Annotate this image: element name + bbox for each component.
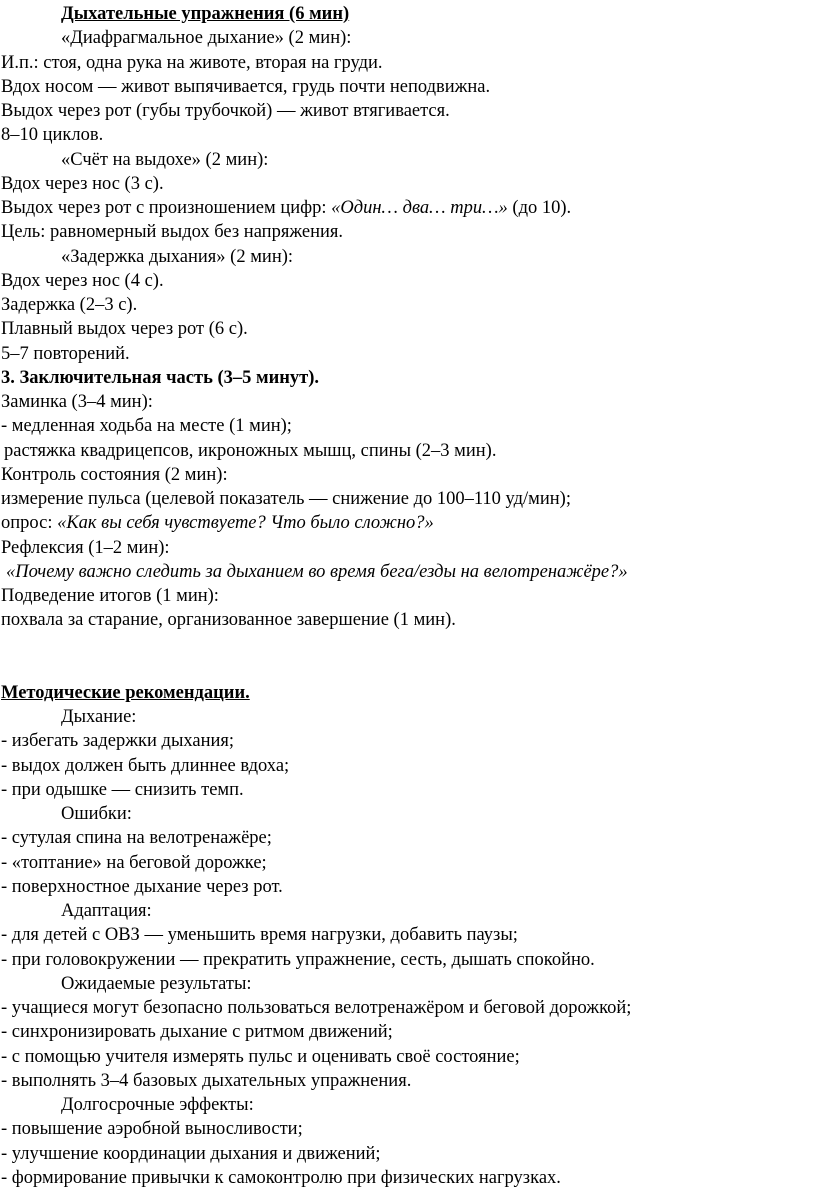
diaphragm-exercise-title: «Диафрагмальное дыхание» (2 мин): — [61, 28, 352, 49]
hold-line: Плавный выдох через рот (6 с). — [1, 319, 248, 340]
count-line: Вдох через нос (3 с). — [1, 173, 164, 194]
reflection-question: «Почему важно следить за дыханием во время бега/езды на велотренажёре?» — [6, 561, 628, 582]
rec-errors-item: - поверхностное дыхание через рот. — [1, 876, 283, 897]
rec-adaptation-title: Адаптация: — [61, 901, 152, 921]
rec-results-item: - с помощью учителя измерять пульс и оценивать своё состояние; — [1, 1046, 520, 1067]
spacer — [0, 633, 816, 657]
hold-exercise-title: «Задержка дыхания» (2 мин): — [61, 246, 294, 267]
final-part-heading: 3. Заключительная часть (3–5 минут). — [1, 367, 320, 388]
rec-breathing-item: - при одышке — снизить темп. — [1, 779, 244, 800]
control-prefix: опрос: — [1, 513, 58, 534]
diaphragm-line: 8–10 циклов. — [1, 125, 104, 146]
control-italic-question: «Как вы себя чувствуете? Что было сложно?» — [57, 513, 434, 534]
spacer — [0, 657, 816, 681]
rec-results-item: - выполнять 3–4 базовых дыхательных упражнения. — [1, 1070, 412, 1091]
count-suffix: (до 10). — [507, 198, 572, 218]
rec-errors-title: Ошибки: — [61, 804, 132, 824]
rec-longterm-item: - улучшение координации дыхания и движений; — [1, 1143, 381, 1164]
rec-breathing-item: - избегать задержки дыхания; — [1, 731, 235, 752]
count-line: Цель: равномерный выдох без напряжения. — [1, 222, 344, 243]
summary-line: похвала за старание, организованное завершение (1 мин). — [1, 610, 456, 631]
rec-longterm-item: - формирование привычки к самоконтролю при физических нагрузках. — [1, 1167, 561, 1188]
hold-line: Задержка (2–3 с). — [1, 295, 138, 315]
rec-breathing-title: Дыхание: — [61, 707, 137, 727]
count-line-with-italic — [0, 196, 816, 220]
rec-adaptation-item: - при головокружении — прекратить упражнение, сесть, дышать спокойно. — [1, 949, 595, 970]
rec-longterm-title: Долгосрочные эффекты: — [61, 1095, 254, 1115]
rec-breathing-item: - выдох должен быть длиннее вдоха; — [1, 755, 290, 776]
breathing-exercises-heading: Дыхательные упражнения (6 мин) — [61, 4, 350, 24]
rec-results-title: Ожидаемые результаты: — [61, 973, 252, 994]
count-exercise-title: «Счёт на выдохе» (2 мин): — [61, 149, 269, 170]
recommendations-heading: Методические рекомендации. — [1, 682, 250, 703]
hold-line: Вдох через нос (4 с). — [1, 270, 164, 291]
cooldown-line: - медленная ходьба на месте (1 мин); — [1, 416, 292, 437]
reflection-title: Рефлексия (1–2 мин): — [1, 537, 170, 558]
cooldown-title: Заминка (3–4 мин): — [1, 392, 153, 412]
control-line: измерение пульса (целевой показатель — снижение до 100–110 уд/мин); — [1, 489, 571, 509]
control-title: Контроль состояния (2 мин): — [1, 464, 228, 485]
count-italic-phrase: «Один… два… три…» — [331, 198, 508, 218]
cooldown-line: растяжка квадрицепсов, икроножных мышц, спины (2–3 мин). — [4, 440, 497, 461]
diaphragm-line: Выдох через рот (губы трубочкой) — живот втягивается. — [1, 101, 450, 121]
rec-results-item: - учащиеся могут безопасно пользоваться велотренажёром и беговой дорожкой; — [1, 998, 632, 1018]
rec-errors-item: - сутулая спина на велотренажёре; — [1, 828, 272, 849]
diaphragm-line: Вдох носом — живот выпячивается, грудь почти неподвижна. — [1, 76, 491, 97]
rec-results-item: - синхронизировать дыхание с ритмом движений; — [1, 1022, 393, 1043]
summary-title: Подведение итогов (1 мин): — [1, 586, 219, 606]
count-prefix: Выдох через рот с произношением цифр: — [1, 198, 332, 218]
rec-adaptation-item: - для детей с ОВЗ — уменьшить время нагрузки, добавить паузы; — [1, 925, 518, 946]
diaphragm-line: И.п.: стоя, одна рука на животе, вторая на груди. — [1, 52, 383, 73]
rec-longterm-item: - повышение аэробной выносливости; — [1, 1119, 303, 1140]
control-line-with-italic — [0, 511, 816, 535]
hold-line: 5–7 повторений. — [1, 343, 130, 364]
rec-errors-item: - «топтание» на беговой дорожке; — [1, 852, 267, 873]
